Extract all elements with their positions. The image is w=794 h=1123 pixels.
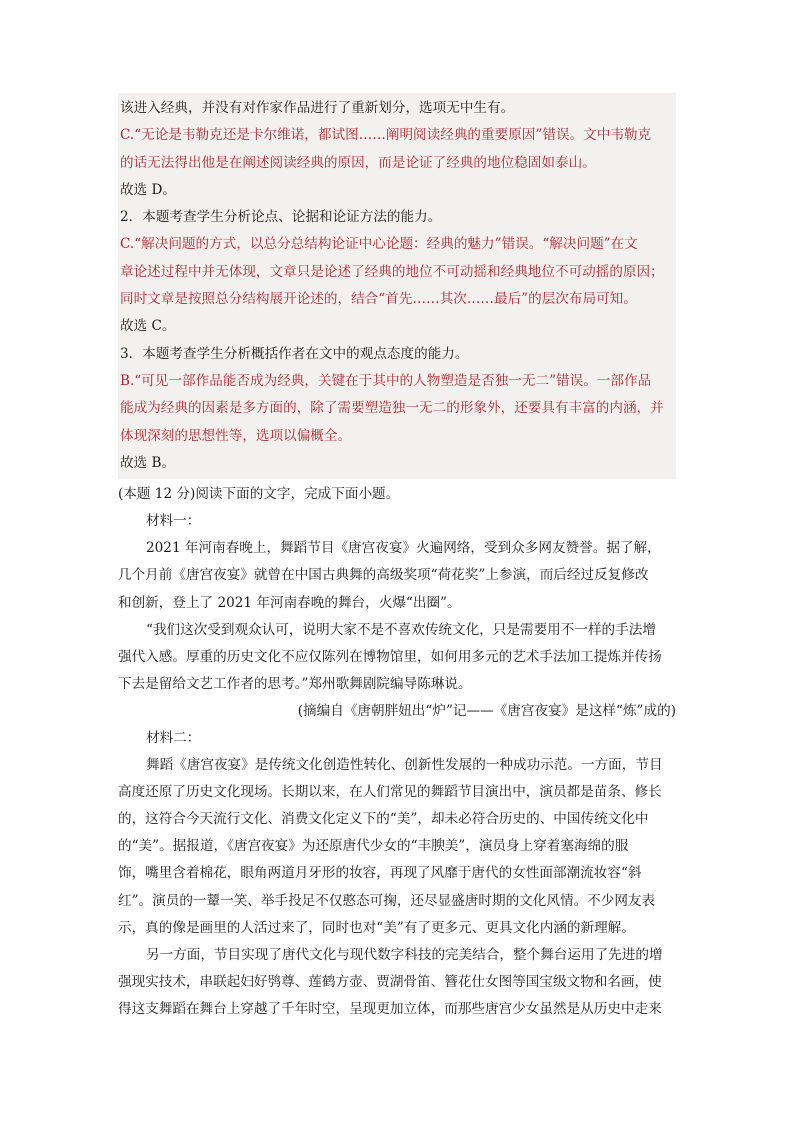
answer-line: 2．本题考查学生分析论点、论据和论证方法的能力。 bbox=[120, 209, 442, 226]
passage-line: (本题 12 分)阅读下面的文字，完成下面小题。 bbox=[118, 486, 400, 503]
passage-line: 几个月前《唐宫夜宴》就曾在中国古典舞的高级奖项“荷花奖”上参演，而后经过反复修改 bbox=[118, 567, 649, 584]
passage-line: 材料一： bbox=[146, 513, 201, 530]
passage-line: 的“美”。据报道，《唐宫夜宴》为还原唐代少女的“丰腴美”，演员身上穿着塞海绵的服 bbox=[118, 838, 629, 855]
passage-line: “我们这次受到观众认可，说明大家不是不喜欢传统文化，只是需要用不一样的手法增 bbox=[146, 621, 656, 638]
reading-passage bbox=[118, 481, 676, 1023]
answer-line: 章论述过程中并无体现，文章只是论述了经典的地位不可动摇和经典地位不可动摇的原因； bbox=[120, 263, 664, 280]
answer-line: 能成为经典的因素是多方面的，除了需要塑造独一无二的形象外，还要具有丰富的内涵，并 bbox=[120, 400, 664, 417]
answer-explanation-block bbox=[118, 93, 676, 479]
answer-line: C.“无论是韦勒克还是卡尔维诺，都试图……阐明阅读经典的重要原因”错误。文中韦勒克 bbox=[120, 127, 652, 144]
passage-line: 下去是留给文艺工作者的思考。”郑州歌舞剧院编导陈琳说。 bbox=[118, 675, 472, 692]
passage-line: 强现实技术，串联起妇好鸮尊、莲鹤方壶、贾湖骨笛、簪花仕女图等国宝级文物和名画，使 bbox=[118, 973, 662, 990]
passage-line: 的，这符合今天流行文化、消费文化定义下的“美”，却未必符合历史的、中国传统文化中 bbox=[118, 811, 649, 828]
passage-line: 舞蹈《唐宫夜宴》是传统文化创造性转化、创新性发展的一种成功示范。一方面，节目 bbox=[146, 757, 663, 774]
answer-line: 故选 D。 bbox=[120, 181, 177, 198]
passage-line: 红”。演员的一颦一笑、举手投足不仅憨态可掬，还尽显盛唐时期的文化风情。不少网友表 bbox=[118, 892, 656, 909]
passage-line: 2021 年河南春晚上，舞蹈节目《唐宫夜宴》火遍网络，受到众多网友赞誉。据了解， bbox=[146, 540, 661, 557]
passage-line: 强代入感。厚重的历史文化不应仅陈列在博物馆里，如何用多元的艺术手法加工提炼并传扬 bbox=[118, 648, 662, 665]
answer-line: 故选 B。 bbox=[120, 454, 176, 471]
passage-line: 材料二： bbox=[146, 730, 201, 746]
answer-line: 的话无法得出他是在阐述阅读经典的原因，而是论证了经典的地位稳固如泰山。 bbox=[120, 154, 596, 171]
passage-line: 示，真的像是画里的人活过来了，同时也对“美”有了更多元、更具文化内涵的新理解。 bbox=[118, 919, 635, 936]
document-page bbox=[118, 93, 676, 1023]
answer-line: 故选 C。 bbox=[120, 318, 176, 335]
answer-line: B.“可见一部作品能否成为经典，关键在于其中的人物塑造是否独一无二”错误。一部作品 bbox=[120, 372, 652, 389]
source-citation: (摘编自《唐朝胖妞出“炉”记——《唐宫夜宴》是这样“炼”成的) bbox=[297, 702, 676, 719]
answer-line: 3．本题考查学生分析概括作者在文中的观点态度的能力。 bbox=[120, 345, 469, 362]
passage-line: 另一方面，节目实现了唐代文化与现代数字科技的完美结合，整个舞台运用了先进的增 bbox=[146, 946, 663, 963]
passage-line: 饰，嘴里含着棉花，眼角两道月牙形的妆容，再现了风靡于唐代的女性面部潮流妆容“斜 bbox=[118, 865, 642, 882]
passage-line: 得这支舞蹈在舞台上穿越了千年时空，呈现更加立体，而那些唐宫少女虽然是从历史中走来 bbox=[118, 1000, 662, 1017]
passage-line: 高度还原了历史文化现场。长期以来，在人们常见的舞蹈节目演出中，演员都是苗条、修长 bbox=[118, 784, 662, 801]
answer-line: 同时文章是按照总分结构展开论述的，结合“首先……其次……最后”的层次布局可知。 bbox=[120, 291, 637, 308]
answer-line: 该进入经典，并没有对作家作品进行了重新划分，选项无中生有。 bbox=[120, 100, 515, 116]
answer-line: C.“解决问题的方式，以总分总结构论证中心论题：经典的魅力”错误。“解决问题”在文 bbox=[120, 236, 638, 253]
answer-line: 体现深刻的思想性等，选项以偏概全。 bbox=[120, 427, 352, 444]
passage-line: 和创新，登上了 2021 年河南春晚的舞台，火爆“出圈”。 bbox=[118, 594, 461, 611]
